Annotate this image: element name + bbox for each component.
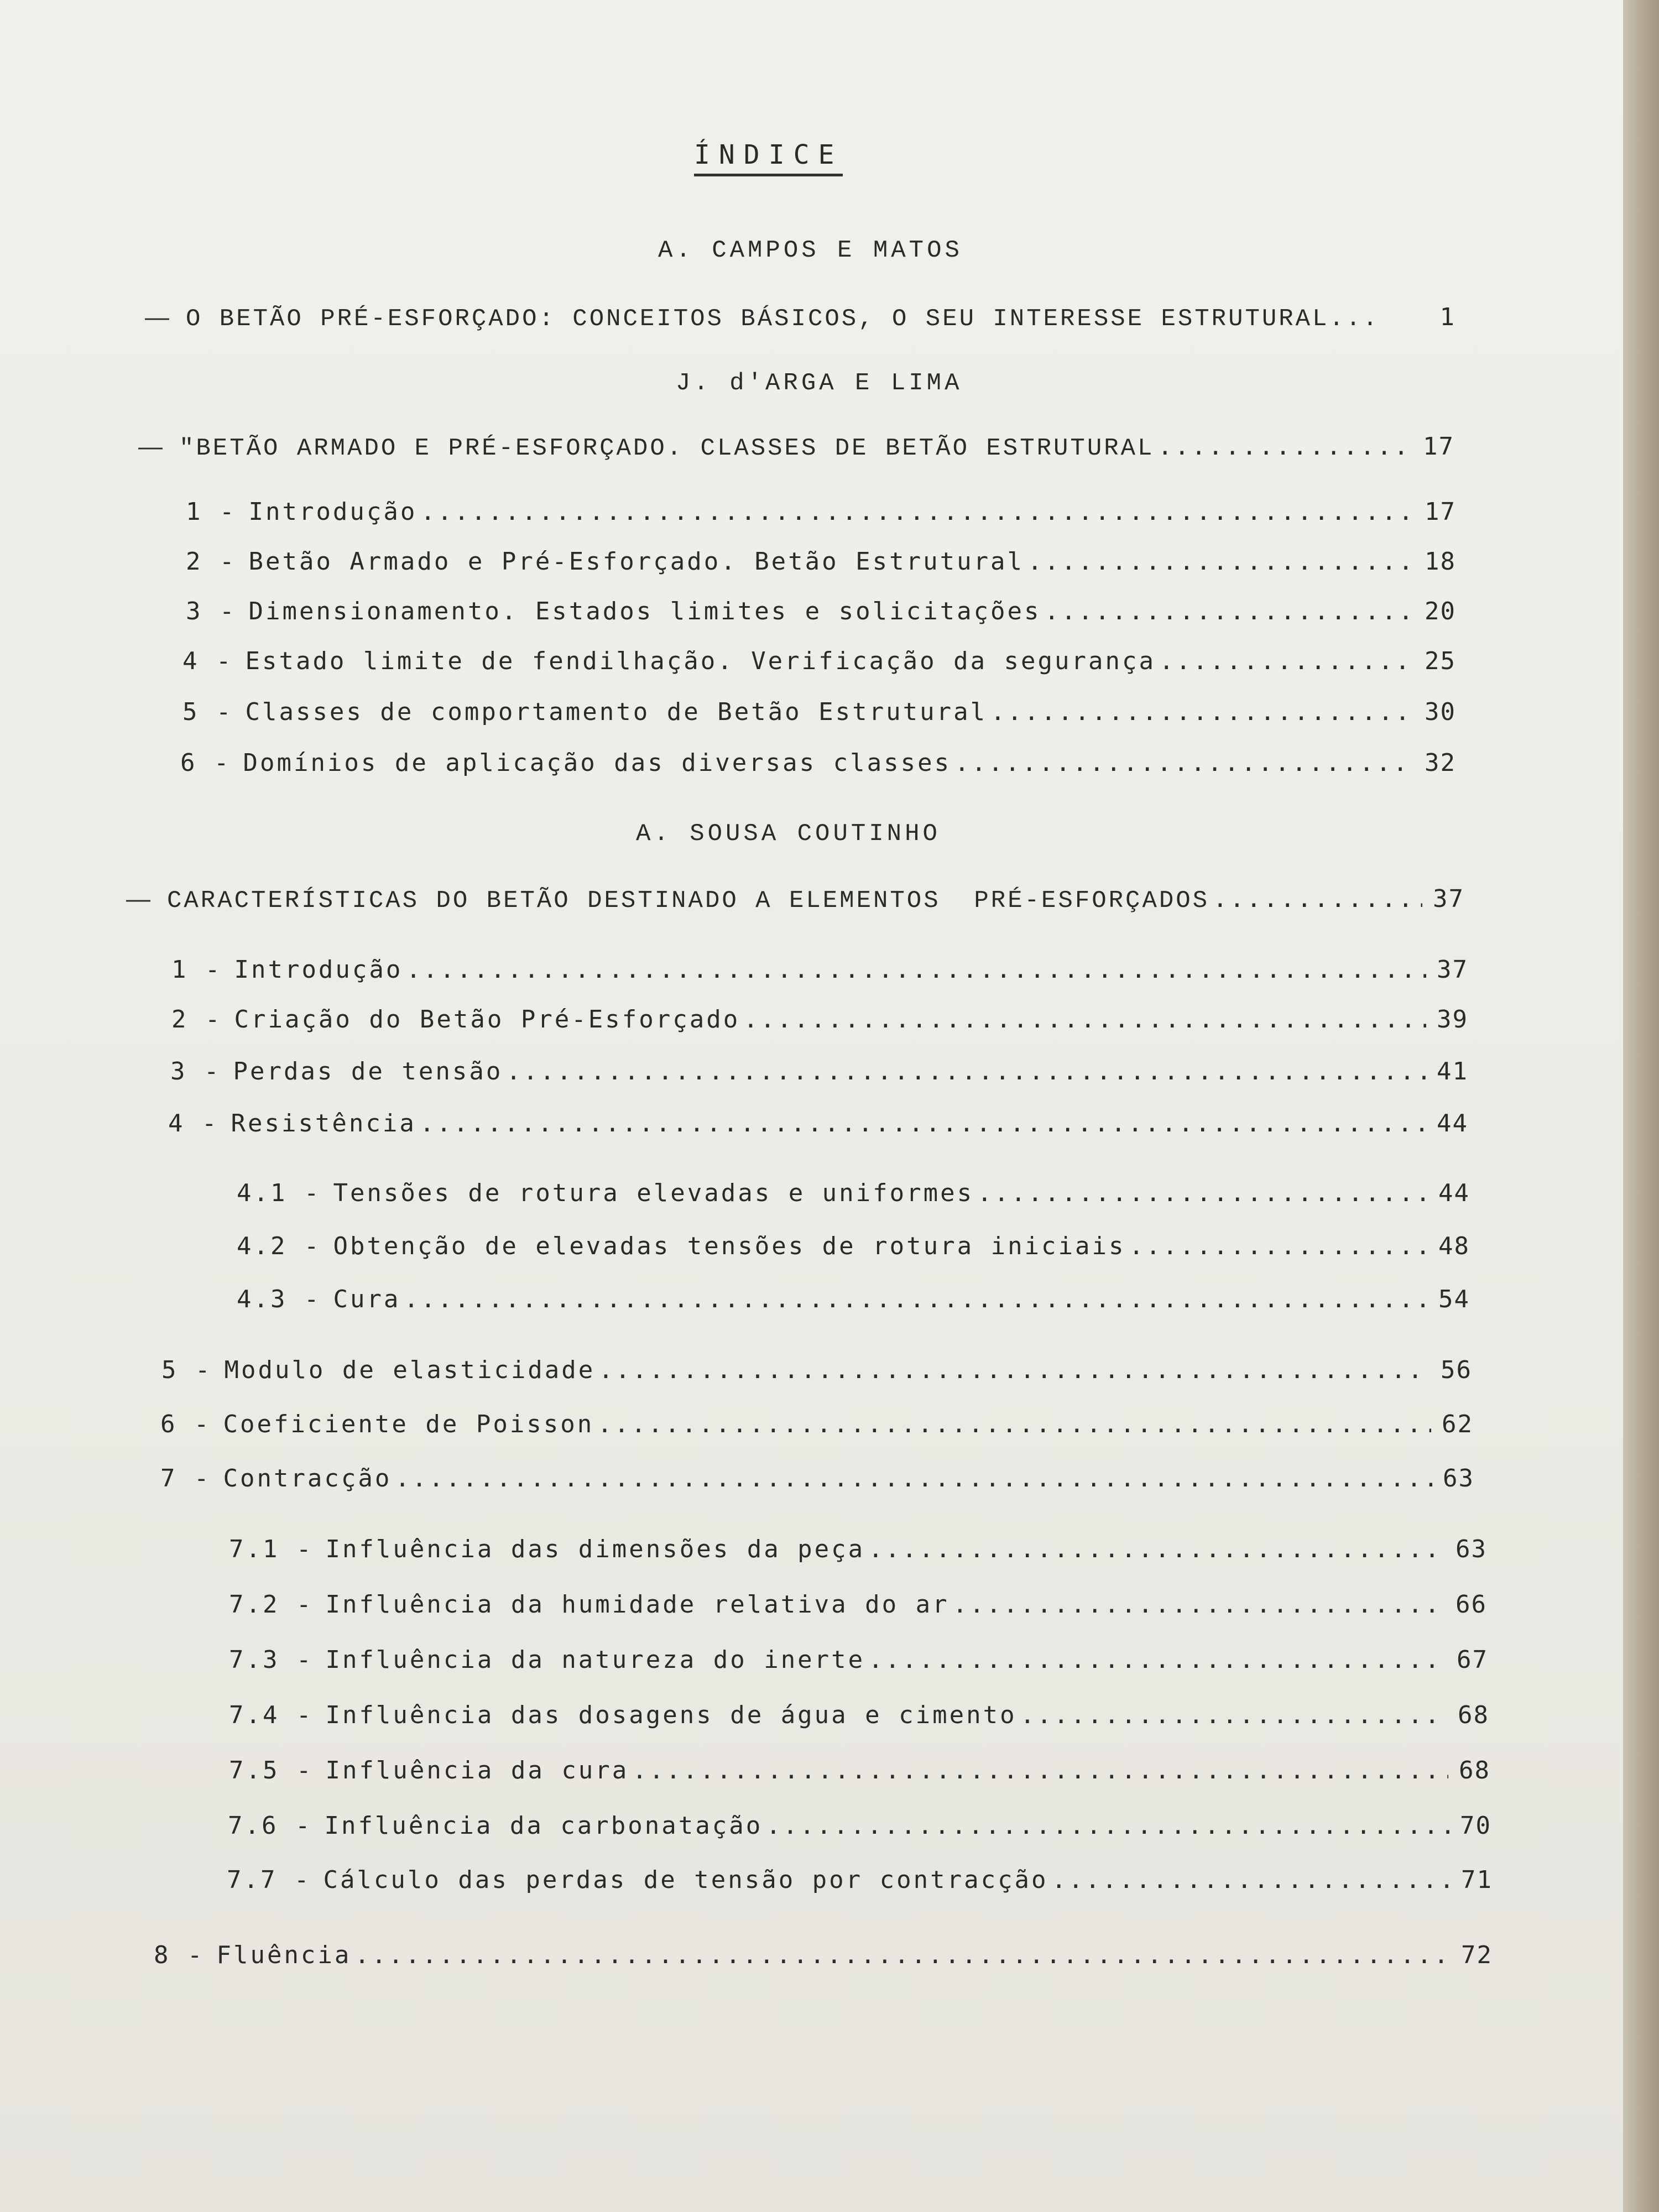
- toc-subentry: [237, 1285, 1470, 1318]
- entry-page: 63: [1443, 1464, 1474, 1493]
- entry-number: 7.4 -: [229, 1701, 314, 1729]
- entry-number: 2 -: [186, 547, 237, 576]
- chapter-page: 17: [1423, 432, 1454, 461]
- dot-leader: [395, 1464, 1432, 1493]
- dot-leader: [420, 1109, 1426, 1138]
- dot-leader: [954, 749, 1414, 777]
- book-page-edge: [1623, 0, 1659, 2212]
- toc-chapter: [138, 432, 1454, 466]
- toc-subentry: [229, 1701, 1489, 1734]
- entry-label: Influência da cura: [325, 1756, 629, 1785]
- toc-entry: [182, 647, 1456, 680]
- entry-number: 6 -: [160, 1410, 211, 1438]
- entry-page: 44: [1437, 1109, 1468, 1138]
- entry-label: Influência das dimensões da peça: [325, 1535, 865, 1563]
- toc-subentry: [237, 1179, 1470, 1212]
- entry-label: Modulo de elasticidade: [224, 1356, 596, 1384]
- entry-page: 32: [1425, 749, 1456, 777]
- entry-page: 68: [1458, 1701, 1489, 1729]
- chapter-title: O BETÃO PRÉ-ESFORÇADO: CONCEITOS BÁSICOS, O SEU INTERESSE ESTRUTURAL...: [186, 305, 1380, 333]
- dot-leader: [868, 1535, 1445, 1563]
- entry-label: Criação do Betão Pré-Esforçado: [234, 1005, 740, 1034]
- entry-number: 5 -: [161, 1356, 212, 1384]
- entry-number: 3 -: [186, 597, 237, 625]
- dot-leader: [868, 1646, 1446, 1674]
- entry-label: Resistência: [231, 1109, 416, 1138]
- entry-number: 5 -: [182, 698, 233, 726]
- toc-entry: [168, 1109, 1468, 1142]
- toc-subentry: [237, 1232, 1470, 1265]
- toc-entry: [170, 1057, 1468, 1091]
- entry-page: 30: [1425, 698, 1456, 726]
- entry-page: 41: [1437, 1057, 1468, 1086]
- toc-chapter: [126, 885, 1464, 918]
- entry-page: 48: [1438, 1232, 1470, 1260]
- entry-number: 4.1 -: [237, 1179, 321, 1207]
- dot-leader: [404, 1285, 1428, 1313]
- toc-entry: [182, 698, 1456, 731]
- section-author: J. d'ARGA E LIMA: [676, 369, 963, 397]
- entry-number: 1 -: [171, 956, 222, 984]
- dot-leader: [598, 1356, 1430, 1384]
- dot-leader: [1052, 1866, 1451, 1894]
- entry-label: Coeficiente de Poisson: [223, 1410, 594, 1438]
- dot-leader: [1213, 885, 1422, 913]
- section-author: A. SOUSA COUTINHO: [636, 820, 941, 848]
- entry-number: 7.1 -: [229, 1535, 314, 1563]
- entry-number: 2 -: [171, 1005, 222, 1034]
- dot-leader: [632, 1756, 1448, 1785]
- entry-number: 1 -: [186, 498, 237, 526]
- entry-label: Introdução: [234, 956, 403, 984]
- entry-page: 63: [1455, 1535, 1487, 1563]
- entry-label: Estado limite de fendilhação. Verificação da segurança: [245, 647, 1156, 675]
- entry-number: 7.3 -: [229, 1646, 314, 1674]
- entry-label: Domínios de aplicação das diversas classes: [243, 749, 952, 777]
- entry-label: Influência da carbonatação: [324, 1812, 763, 1840]
- dot-leader: [743, 1005, 1426, 1034]
- toc-entry: [160, 1410, 1473, 1443]
- entry-number: 7 -: [160, 1464, 211, 1493]
- entry-label: Classes de comportamento de Betão Estrutural: [245, 698, 988, 726]
- page-title: ÍNDICE: [694, 139, 843, 176]
- entry-number: 4 -: [168, 1109, 219, 1138]
- entry-label: Perdas de tensão: [233, 1057, 503, 1086]
- entry-label: Introdução: [248, 498, 418, 526]
- toc-subentry: [229, 1535, 1487, 1568]
- entry-number: 6 -: [180, 749, 231, 777]
- dot-leader: [766, 1812, 1449, 1840]
- toc-entry: [186, 597, 1456, 630]
- toc-subentry: [229, 1756, 1490, 1790]
- dot-leader: [1129, 1232, 1428, 1260]
- entry-label: Dimensionamento. Estados limites e solicitações: [248, 597, 1041, 625]
- entry-page: 44: [1438, 1179, 1470, 1207]
- chapter-page: 37: [1433, 885, 1464, 913]
- dot-leader: [506, 1057, 1426, 1086]
- entry-page: 56: [1441, 1356, 1472, 1384]
- entry-number: 7.2 -: [229, 1590, 314, 1619]
- entry-number: 4.3 -: [237, 1285, 321, 1313]
- dot-leader: [406, 956, 1426, 984]
- entry-page: 70: [1460, 1812, 1491, 1840]
- toc-entry: [160, 1464, 1474, 1498]
- entry-label: Contracção: [223, 1464, 392, 1493]
- toc-subentry: [229, 1590, 1487, 1624]
- entry-label: Obtenção de elevadas tensões de rotura iniciais: [333, 1232, 1126, 1260]
- dot-leader: [354, 1941, 1451, 1969]
- toc-subentry: [227, 1866, 1493, 1899]
- entry-label: Tensões de rotura elevadas e uniformes: [333, 1179, 974, 1207]
- entry-number: 7.6 -: [228, 1812, 312, 1840]
- entry-page: 25: [1425, 647, 1456, 675]
- chapter-title: CARACTERÍSTICAS DO BETÃO DESTINADO A ELEMENTOS PRÉ-ESFORÇADOS: [167, 887, 1210, 915]
- toc-entry: [171, 1005, 1468, 1039]
- entry-page: 39: [1437, 1005, 1468, 1034]
- toc-entry: [154, 1941, 1493, 1974]
- dot-leader: [1020, 1701, 1447, 1729]
- entry-page: 68: [1459, 1756, 1490, 1785]
- entry-page: 20: [1425, 597, 1456, 625]
- dot-leader: [1045, 597, 1414, 625]
- dot-leader: [420, 498, 1414, 526]
- entry-page: 54: [1438, 1285, 1470, 1313]
- toc-chapter: [145, 303, 1455, 336]
- chapter-dash: —: [138, 433, 165, 460]
- chapter-page: 1: [1439, 303, 1455, 331]
- toc-subentry: [229, 1646, 1488, 1679]
- toc-entry: [186, 547, 1456, 581]
- chapter-dash: —: [145, 304, 171, 331]
- toc-entry: [186, 498, 1456, 531]
- entry-number: 8 -: [154, 1941, 205, 1969]
- entry-label: Betão Armado e Pré-Esforçado. Betão Estrutural: [248, 547, 1025, 576]
- entry-number: 4.2 -: [237, 1232, 321, 1260]
- toc-entry: [161, 1356, 1472, 1389]
- entry-page: 66: [1455, 1590, 1487, 1619]
- entry-label: Influência da natureza do inerte: [325, 1646, 865, 1674]
- entry-label: Influência da humidade relativa do ar: [325, 1590, 950, 1619]
- entry-label: Cura: [333, 1285, 401, 1313]
- entry-label: Influência das dosagens de água e cimento: [325, 1701, 1017, 1729]
- dot-leader: [1159, 647, 1414, 675]
- entry-number: 4 -: [182, 647, 233, 675]
- toc-subentry: [228, 1812, 1491, 1845]
- entry-number: 3 -: [170, 1057, 221, 1086]
- dot-leader: [990, 698, 1414, 726]
- dot-leader: [1027, 547, 1414, 576]
- entry-number: 7.5 -: [229, 1756, 314, 1785]
- entry-page: 18: [1425, 547, 1456, 576]
- chapter-dash: —: [126, 885, 153, 912]
- dot-leader: [977, 1179, 1428, 1207]
- dot-leader: [597, 1410, 1431, 1438]
- entry-label: Cálculo das perdas de tensão por contracção: [323, 1866, 1048, 1894]
- entry-page: 71: [1461, 1866, 1493, 1894]
- entry-page: 67: [1457, 1646, 1488, 1674]
- entry-page: 17: [1425, 498, 1456, 526]
- entry-page: 37: [1437, 956, 1468, 984]
- entry-number: 7.7 -: [227, 1866, 311, 1894]
- entry-page: 72: [1461, 1941, 1493, 1969]
- dot-leader: [953, 1590, 1445, 1619]
- chapter-title: "BETÃO ARMADO E PRÉ-ESFORÇADO. CLASSES DE BETÃO ESTRUTURAL: [179, 435, 1155, 462]
- toc-entry: [180, 749, 1456, 782]
- dot-leader: [1157, 432, 1412, 461]
- section-author: A. CAMPOS E MATOS: [658, 237, 963, 264]
- entry-label: Fluência: [216, 1941, 352, 1969]
- toc-entry: [171, 956, 1468, 989]
- entry-page: 62: [1442, 1410, 1473, 1438]
